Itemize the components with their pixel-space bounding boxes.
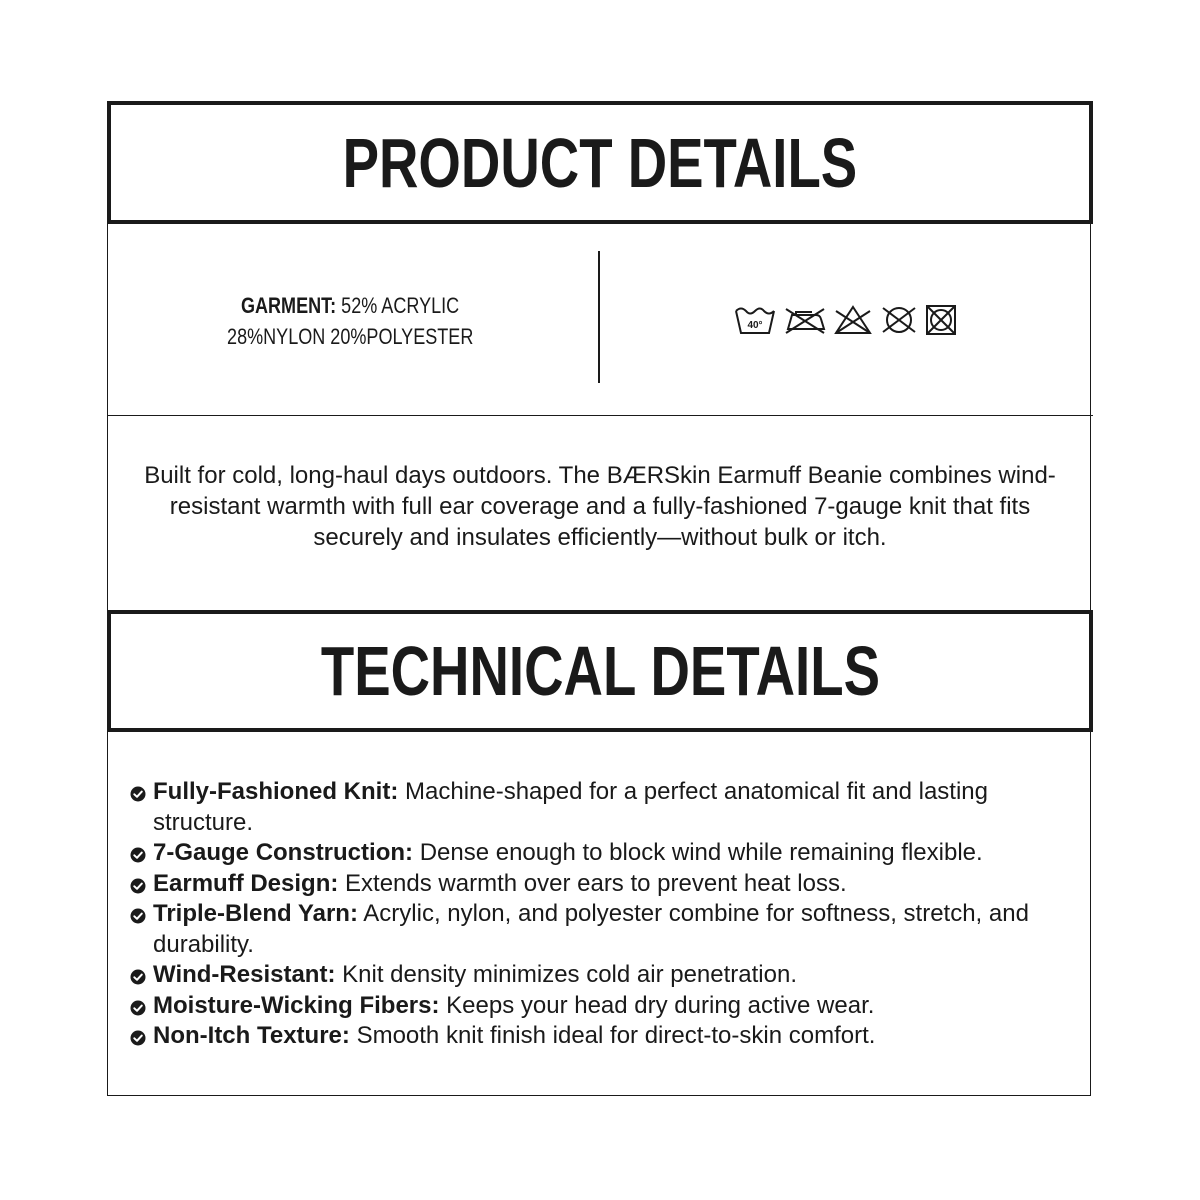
feature-item — [128, 991, 1058, 1022]
feature-item — [128, 777, 1058, 838]
check-circle-icon — [130, 786, 146, 802]
feature-list — [128, 777, 1058, 1052]
do-not-iron-icon — [782, 303, 826, 337]
feature-name: Moisture-Wicking Fibers: — [153, 991, 440, 1019]
feature-item — [128, 1021, 1058, 1052]
composition-value-1: 52% ACRYLIC — [341, 293, 460, 318]
horizontal-divider — [107, 415, 1093, 416]
vertical-divider — [598, 251, 600, 383]
do-not-dry-clean-icon — [880, 303, 918, 337]
composition-line-2: 28%NYLON 20%POLYESTER — [226, 324, 474, 349]
feature-text: Knit density minimizes cold air penetration. — [342, 961, 797, 988]
product-details-title: PRODUCT DETAILS — [342, 123, 858, 202]
check-circle-icon — [130, 1000, 146, 1016]
feature-item — [128, 899, 1058, 960]
feature-item — [128, 838, 1058, 869]
check-circle-icon — [130, 969, 146, 985]
technical-details-header — [107, 610, 1093, 732]
feature-text: Acrylic, nylon, and polyester combine for softness, stretch, and durability. — [153, 900, 1029, 958]
composition-line-1 — [241, 290, 459, 321]
feature-text: Dense enough to block wind while remaining flexible. — [419, 839, 983, 866]
check-circle-icon — [130, 1030, 146, 1046]
garment-composition — [150, 290, 550, 352]
product-description: Built for cold, long-haul days outdoors. The BÆRSkin Earmuff Beanie combines wind-resistant warmth with full ear coverage and a fully-fashioned 7-gauge knit that fits securely and insulates efficiently—without bulk or itch. — [144, 462, 1056, 551]
do-not-bleach-icon — [832, 303, 874, 337]
feature-text: Machine-shaped for a perfect anatomical fit and lasting structure. — [153, 778, 988, 836]
feature-name: Triple-Blend Yarn: — [153, 900, 358, 927]
wash-40-icon — [734, 303, 776, 337]
feature-name: Wind-Resistant: — [153, 961, 336, 988]
feature-text: Keeps your head dry during active wear. — [446, 991, 875, 1019]
do-not-tumble-dry-icon — [924, 303, 958, 337]
feature-name: Earmuff Design: — [153, 869, 339, 897]
feature-name: 7-Gauge Construction: — [153, 839, 414, 866]
check-circle-icon — [130, 847, 146, 863]
feature-name: Non-Itch Texture: — [153, 1022, 350, 1049]
composition-label: GARMENT: — [240, 293, 337, 318]
feature-text: Smooth knit finish ideal for direct-to-skin comfort. — [356, 1022, 876, 1049]
svg-text:40°: 40° — [747, 320, 763, 331]
feature-item — [128, 869, 1058, 900]
product-details-header — [107, 101, 1093, 224]
care-instructions — [734, 300, 958, 340]
feature-name: Fully-Fashioned Knit: — [153, 778, 399, 805]
feature-item — [128, 960, 1058, 991]
technical-details-title: TECHNICAL DETAILS — [320, 632, 880, 710]
check-circle-icon — [130, 908, 146, 924]
check-circle-icon — [130, 878, 146, 894]
feature-text: Extends warmth over ears to prevent heat loss. — [345, 869, 847, 897]
